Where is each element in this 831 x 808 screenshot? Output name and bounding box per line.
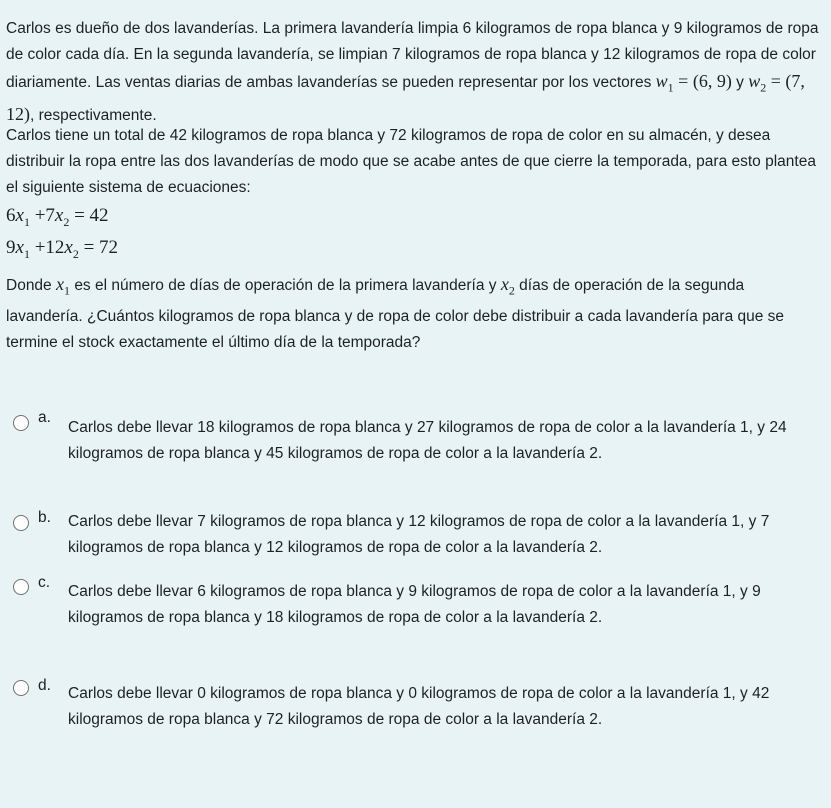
radio-option-a[interactable] [13, 415, 29, 431]
option-letter: c. [38, 574, 51, 591]
option-text: Carlos debe llevar 6 kilogramos de ropa blanca y 9 kilogramos de ropa de color a la lavandería 1, y 9 kilogramos de ropa blanca y 18 kilogramos de ropa de color a la lavandería 2. [68, 583, 761, 626]
vector-w2: $w_2 = (7$, 12) [6, 71, 805, 124]
variable-x2: $x_2$ [500, 274, 515, 298]
option-letter: a. [38, 409, 51, 426]
option-text: Carlos debe llevar 0 kilogramos de ropa blanca y 0 kilogramos de ropa de color a la lavandería 1, y 42 kilogramos de ropa blanca y 72 kilogramos de ropa de color a la lavandería 2. [68, 685, 770, 728]
option-letter: d. [38, 677, 51, 694]
radio-option-d[interactable] [13, 680, 29, 696]
question-text-intro: Carlos es dueño de dos lavanderías. La primera lavandería limpia 6 kilogramos de ropa blanca y 9 kilogramos de ropa de color cada día. En la segunda lavandería, se limpian 7 kilogramos de ropa blanca y 12 kilogramos de ropa de color diariamente. Las ventas diarias de ambas lavanderías se pueden representar por los vectores [6, 20, 819, 91]
radio-option-c[interactable] [13, 579, 29, 595]
option-letter: b. [38, 509, 51, 526]
vector-w1: $w_1 = (6$, 9) [655, 71, 732, 95]
equation-1: $6x_1 +7x_2 = 42$ [6, 205, 109, 229]
equation-2: $9x_1 +12x_2 = 72$ [6, 237, 119, 261]
question-text-respectively: , respectivamente. [30, 106, 157, 124]
question-text-x1-desc: es el número de días de operación de la primera lavandería y [74, 277, 497, 294]
variable-x1: $x_1$ [56, 274, 70, 298]
radio-option-b[interactable] [13, 515, 29, 531]
question-paragraph-2: Carlos tiene un total de 42 kilogramos de ropa blanca y 72 kilogramos de ropa de color en su almacén, y desea distribuir la ropa entre las dos lavanderías de modo que se acabe antes de que cierre la temporada, para esto plantea el siguiente sistema de ecuaciones: [6, 127, 816, 196]
question-paragraph-1 [6, 16, 821, 129]
conjunction-y: y [736, 74, 744, 91]
option-text: Carlos debe llevar 18 kilogramos de ropa blanca y 27 kilogramos de ropa de color a la lavandería 1, y 24 kilogramos de ropa blanca y 45 kilogramos de ropa de color a la lavandería 2. [68, 419, 787, 462]
question-paragraph-3 [6, 271, 821, 356]
question-text-donde: Donde [6, 277, 52, 294]
question-text-x2-desc: días de operación de la segunda lavandería. ¿Cuántos kilogramos de ropa blanca y de ropa de color debe distribuir a cada lavandería para que se termine el stock exactamente el último día de la temporada? [6, 277, 785, 351]
option-text: Carlos debe llevar 7 kilogramos de ropa blanca y 12 kilogramos de ropa de color a la lavandería 1, y 7 kilogramos de ropa blanca y 12 kilogramos de ropa de color a la lavandería 2. [68, 513, 770, 556]
